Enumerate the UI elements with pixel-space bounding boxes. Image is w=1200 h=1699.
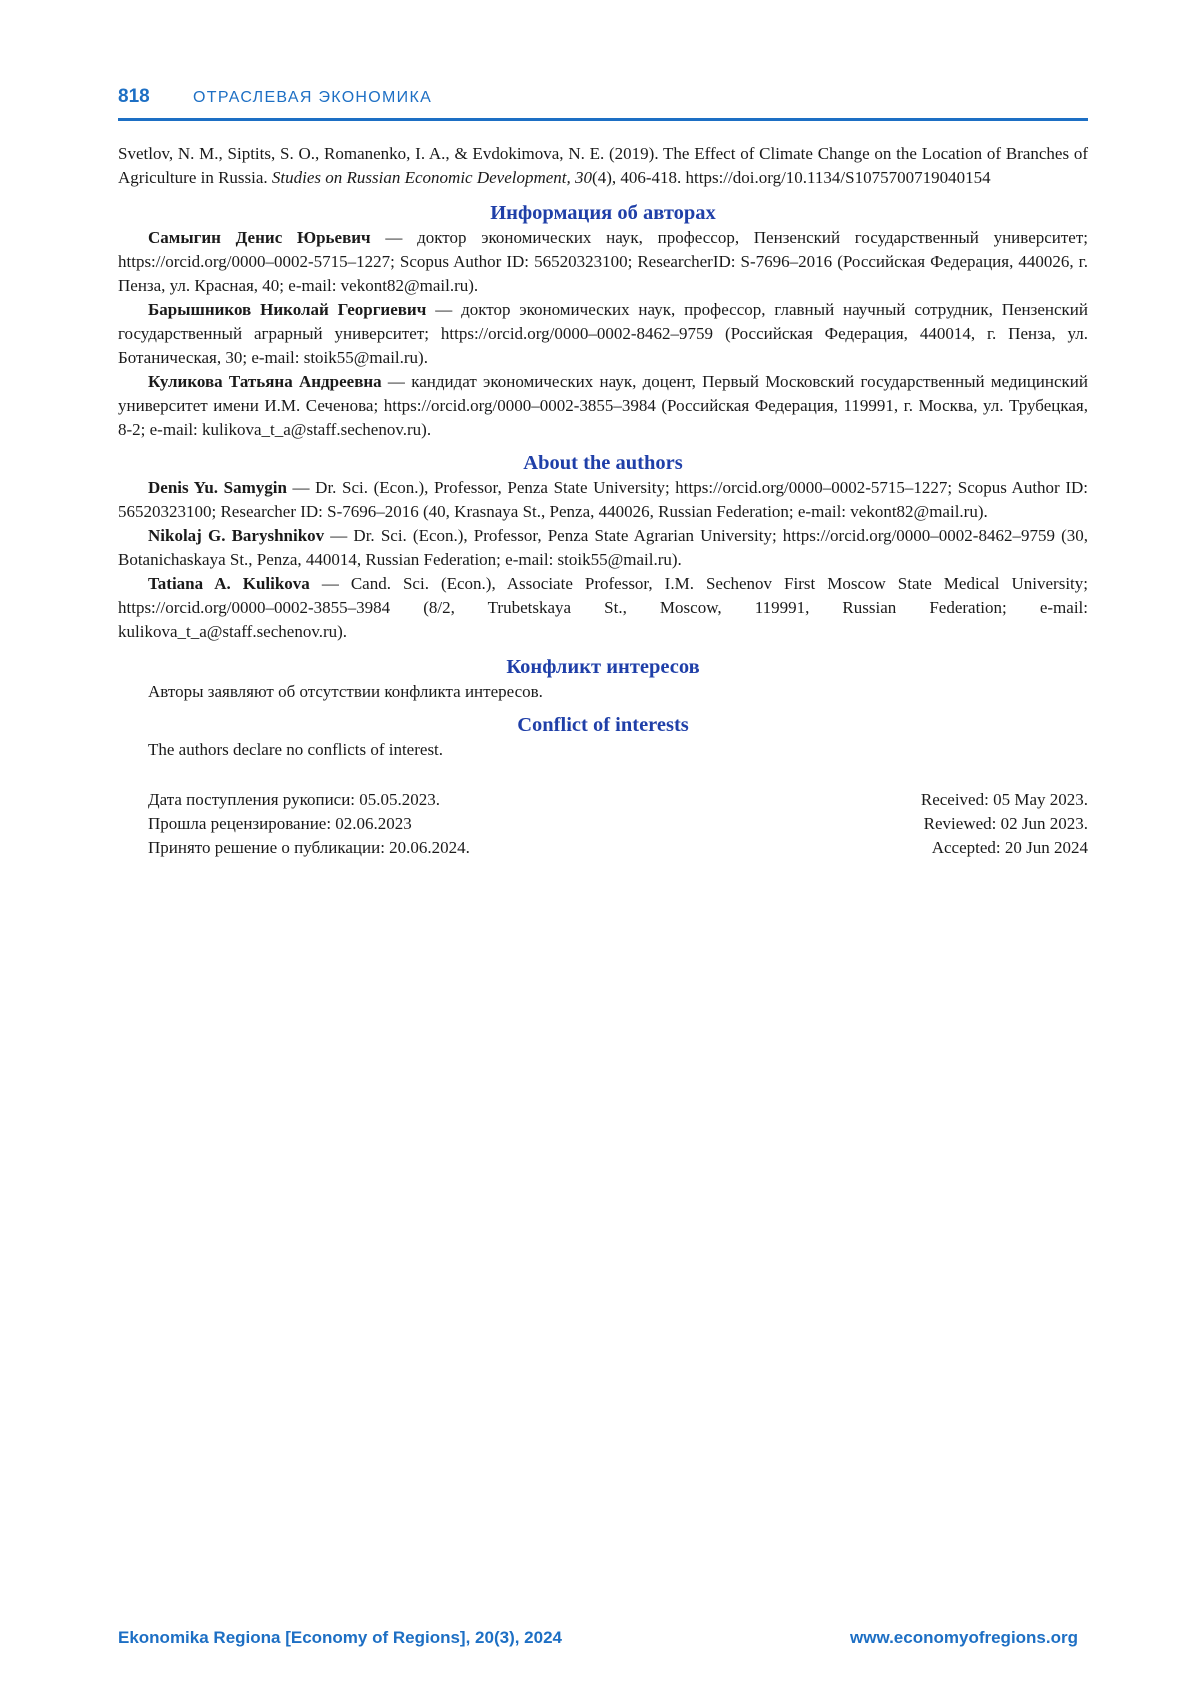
conflict-en-text: The authors declare no conflicts of interest. <box>148 740 444 759</box>
author-name: Барышников Николай Георгиевич <box>148 300 427 319</box>
manuscript-dates <box>118 788 1088 860</box>
page-content <box>118 142 1088 860</box>
author-ru-2 <box>118 298 1088 370</box>
page-header <box>118 86 1088 116</box>
authors-en-heading: About the authors <box>523 452 683 474</box>
date-accepted-ru: Принято решение о публикации: 20.06.2024. <box>148 838 470 857</box>
date-accepted-en: Accepted: 20 Jun 2024 <box>931 838 1088 857</box>
author-name: Самыгин Денис Юрьевич <box>148 228 371 247</box>
author-en-3 <box>118 572 1088 644</box>
header-divider <box>118 118 1088 121</box>
reference-details: (4), 406-418. https://doi.org/10.1134/S1075700719040154 <box>592 168 991 187</box>
author-info: — Dr. Sci. (Econ.), Professor, Penza State Agrarian University; https://orcid.org/0000–0002-8462–9759 (30, Botanichaskaya St., Penza, 440014, Russian Federation; e-mail: stoik55@mail.ru). <box>118 526 1088 569</box>
date-received-ru: Дата поступления рукописи: 05.05.2023. <box>148 790 441 809</box>
reference-journal: Studies on Russian Economic Development, 30 <box>271 168 593 187</box>
author-ru-1 <box>118 226 1088 298</box>
conflict-ru-heading: Конфликт интересов <box>506 656 700 678</box>
section-title: ОТРАСЛЕВАЯ ЭКОНОМИКА <box>193 89 433 106</box>
page-footer <box>118 1628 1078 1654</box>
author-ru-3 <box>118 370 1088 442</box>
author-en-1 <box>118 476 1088 524</box>
author-name: Nikolaj G. Baryshnikov <box>148 526 325 545</box>
date-reviewed-ru: Прошла рецензирование: 02.06.2023 <box>148 814 412 833</box>
author-info: — кандидат экономических наук, доцент, Первый Московский государственный медицинский университет имени И.М. Сеченова; https://orcid.org/0000–0002-3855–3984 (Российская Федерация, 119991, г. Москва, ул. Трубецкая, 8-2; e-mail: kulikova_t_a@staff.sechenov.ru). <box>118 372 1088 439</box>
author-name: Куликова Татьяна Андреевна <box>148 372 382 391</box>
author-info: — доктор экономических наук, профессор, Пензенский государственный университет; https://orcid.org/0000–0002-5715–1227; Scopus Author ID: 56520323100; ResearcherID: S-7696–2016 (Российская Федерация, 440026, г. Пенза, ул. Красная, 40; e-mail: vekont82@mail.ru). <box>118 228 1089 295</box>
author-name: Tatiana A. Kulikova <box>148 574 310 593</box>
conflict-en-heading: Conflict of interests <box>517 714 689 736</box>
page-number: 818 <box>118 86 150 107</box>
conflict-ru-text: Авторы заявляют об отсутствии конфликта интересов. <box>148 682 543 701</box>
footer-website-link[interactable]: www.economyofregions.org <box>850 1628 1078 1647</box>
authors-ru-heading: Информация об авторах <box>490 202 716 224</box>
reference-authors-title: Svetlov, N. M., Siptits, S. O., Romanenko, I. A., & Evdokimova, N. E. (2019). The Effect of Climate Change on the Location of Branches of Agriculture in Russia. <box>118 144 1088 187</box>
dates-en <box>921 788 1088 860</box>
dates-ru <box>118 788 470 860</box>
author-info: — Dr. Sci. (Econ.), Professor, Penza State University; https://orcid.org/0000–0002-5715–1227; Scopus Author ID: 56520323100; Researcher ID: S-7696–2016 (40, Krasnaya St., Penza, 440026, Russian Federation; e-mail: vekont82@mail.ru). <box>118 478 1088 521</box>
date-received-en: Received: 05 May 2023. <box>920 790 1088 809</box>
author-info: — доктор экономических наук, профессор, главный научный сотрудник, Пензенский государственный аграрный университет; https://orcid.org/0000–0002-8462–9759 (Российская Федерация, 440014, г. Пенза, ул. Ботаническая, 30; e-mail: stoik55@mail.ru). <box>118 300 1089 367</box>
author-name: Denis Yu. Samygin <box>148 478 287 497</box>
author-en-2 <box>118 524 1088 572</box>
footer-journal-citation: Ekonomika Regiona [Economy of Regions], 20(3), 2024 <box>118 1628 562 1647</box>
date-reviewed-en: Reviewed: 02 Jun 2023. <box>923 814 1088 833</box>
author-info: — Cand. Sci. (Econ.), Associate Professor, I.M. Sechenov First Moscow State Medical University; https://orcid.org/0000–0002-3855–3984 (8/2, Trubetskaya St., Moscow, 119991, Russian Federation; e-mail: kulikova_t_a@staff.sechenov.ru). <box>118 574 1088 641</box>
reference-entry <box>118 142 1088 190</box>
